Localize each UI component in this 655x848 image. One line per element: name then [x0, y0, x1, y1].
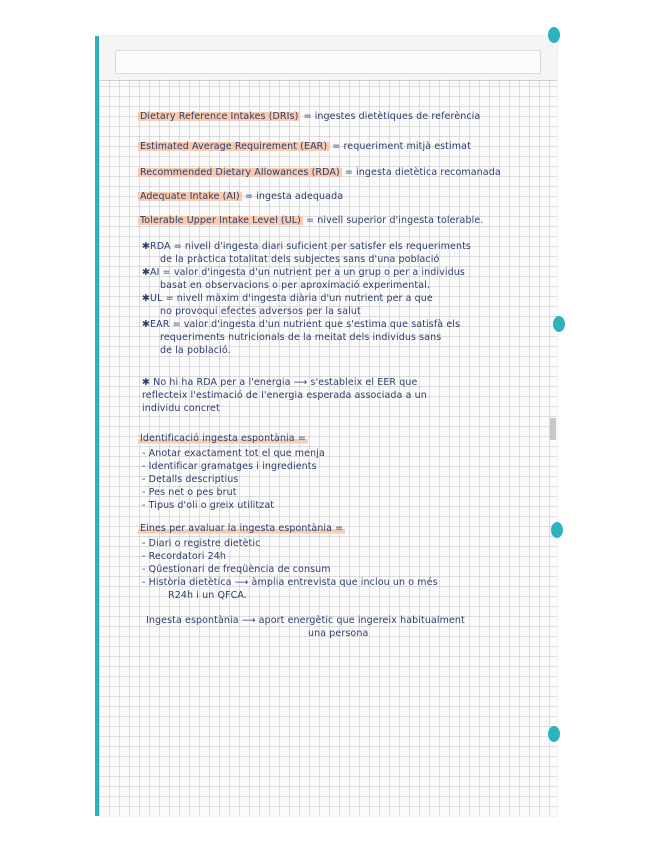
- definition-term: Recommended Dietary Allowances (RDA): [140, 167, 340, 178]
- list-item: - Diari o registre dietètic: [142, 538, 261, 549]
- definition-line: [138, 190, 343, 203]
- list-item: - Qüestionari de freqüència de consum: [142, 564, 331, 575]
- definition-text: = ingesta adequada: [241, 191, 344, 202]
- bullet-line: de la pràctica totalitat dels subjectes sans d'una població: [160, 254, 440, 265]
- note-line: reflecteix l'estimació de l'energia esperada associada a un: [142, 390, 427, 401]
- graph-paper-sheet: [99, 36, 557, 816]
- definition-line: [138, 166, 501, 179]
- bullet-line: de la població.: [160, 345, 231, 356]
- definition-text: = ingesta dietètica recomanada: [341, 167, 501, 178]
- bullet-line: ✱EAR = valor d'ingesta d'un nutrient que s'estima que satisfà els: [142, 319, 461, 330]
- bullet-line: ✱RDA = nivell d'ingesta diari suficient per satisfer els requeriments: [142, 241, 471, 252]
- section-title: [138, 522, 345, 535]
- list-item: R24h i un QFCA.: [168, 590, 247, 601]
- section-title-text: Eines per avaluar la ingesta espontània =: [140, 523, 344, 534]
- header-box: [115, 50, 541, 74]
- list-item: - Tipus d'oli o greix utilitzat: [142, 500, 275, 511]
- list-item: - Detalls descriptius: [142, 474, 239, 485]
- definition-term: Dietary Reference Intakes (DRIs): [140, 111, 299, 122]
- section-title: [138, 432, 308, 445]
- punch-hole-icon: [548, 726, 560, 742]
- bullet-line: basat en observacions o per aproximació experimental.: [160, 280, 430, 291]
- edge-tab: [550, 418, 556, 440]
- section-title-text: Identificació ingesta espontània =: [140, 433, 306, 444]
- definition-text: = requeriment mitjà estimat: [329, 141, 471, 152]
- punch-hole-icon: [553, 316, 565, 332]
- list-item: - Història dietètica ⟶ àmplia entrevista que inclou un o més: [142, 577, 438, 588]
- bullet-line: ✱AI = valor d'ingesta d'un nutrient per a un grup o per a individus: [142, 267, 465, 278]
- closing-line: una persona: [308, 628, 369, 639]
- punch-hole-icon: [548, 27, 560, 43]
- definition-term: Tolerable Upper Intake Level (UL): [140, 215, 301, 226]
- list-item: - Anotar exactament tot el que menja: [142, 448, 325, 459]
- list-item: - Pes net o pes brut: [142, 487, 237, 498]
- closing-line: Ingesta espontània ⟶ aport energètic que ingereix habitualment: [146, 615, 465, 626]
- definition-line: [138, 140, 471, 153]
- note-line: individu concret: [142, 403, 220, 414]
- definition-line: [138, 214, 483, 227]
- note-line: ✱ No hi ha RDA per a l'energia ⟶ s'estableix el EER que: [142, 377, 418, 388]
- definition-term: Adequate Intake (AI): [140, 191, 240, 202]
- header-band: [99, 36, 557, 81]
- list-item: - Recordatori 24h: [142, 551, 227, 562]
- definition-line: [138, 110, 480, 123]
- bullet-line: requeriments nutricionals de la meitat dels individus sans: [160, 332, 442, 343]
- definition-text: = ingestes dietètiques de referència: [300, 111, 481, 122]
- bullet-line: ✱UL = nivell màxim d'ingesta diària d'un nutrient per a que: [142, 293, 433, 304]
- list-item: - Identificar gramatges i ingredients: [142, 461, 317, 472]
- definition-text: = nivell superior d'ingesta tolerable.: [302, 215, 484, 226]
- definition-term: Estimated Average Requirement (EAR): [140, 141, 328, 152]
- bullet-line: no provoqui efectes adversos per la salut: [160, 306, 361, 317]
- punch-hole-icon: [551, 522, 563, 538]
